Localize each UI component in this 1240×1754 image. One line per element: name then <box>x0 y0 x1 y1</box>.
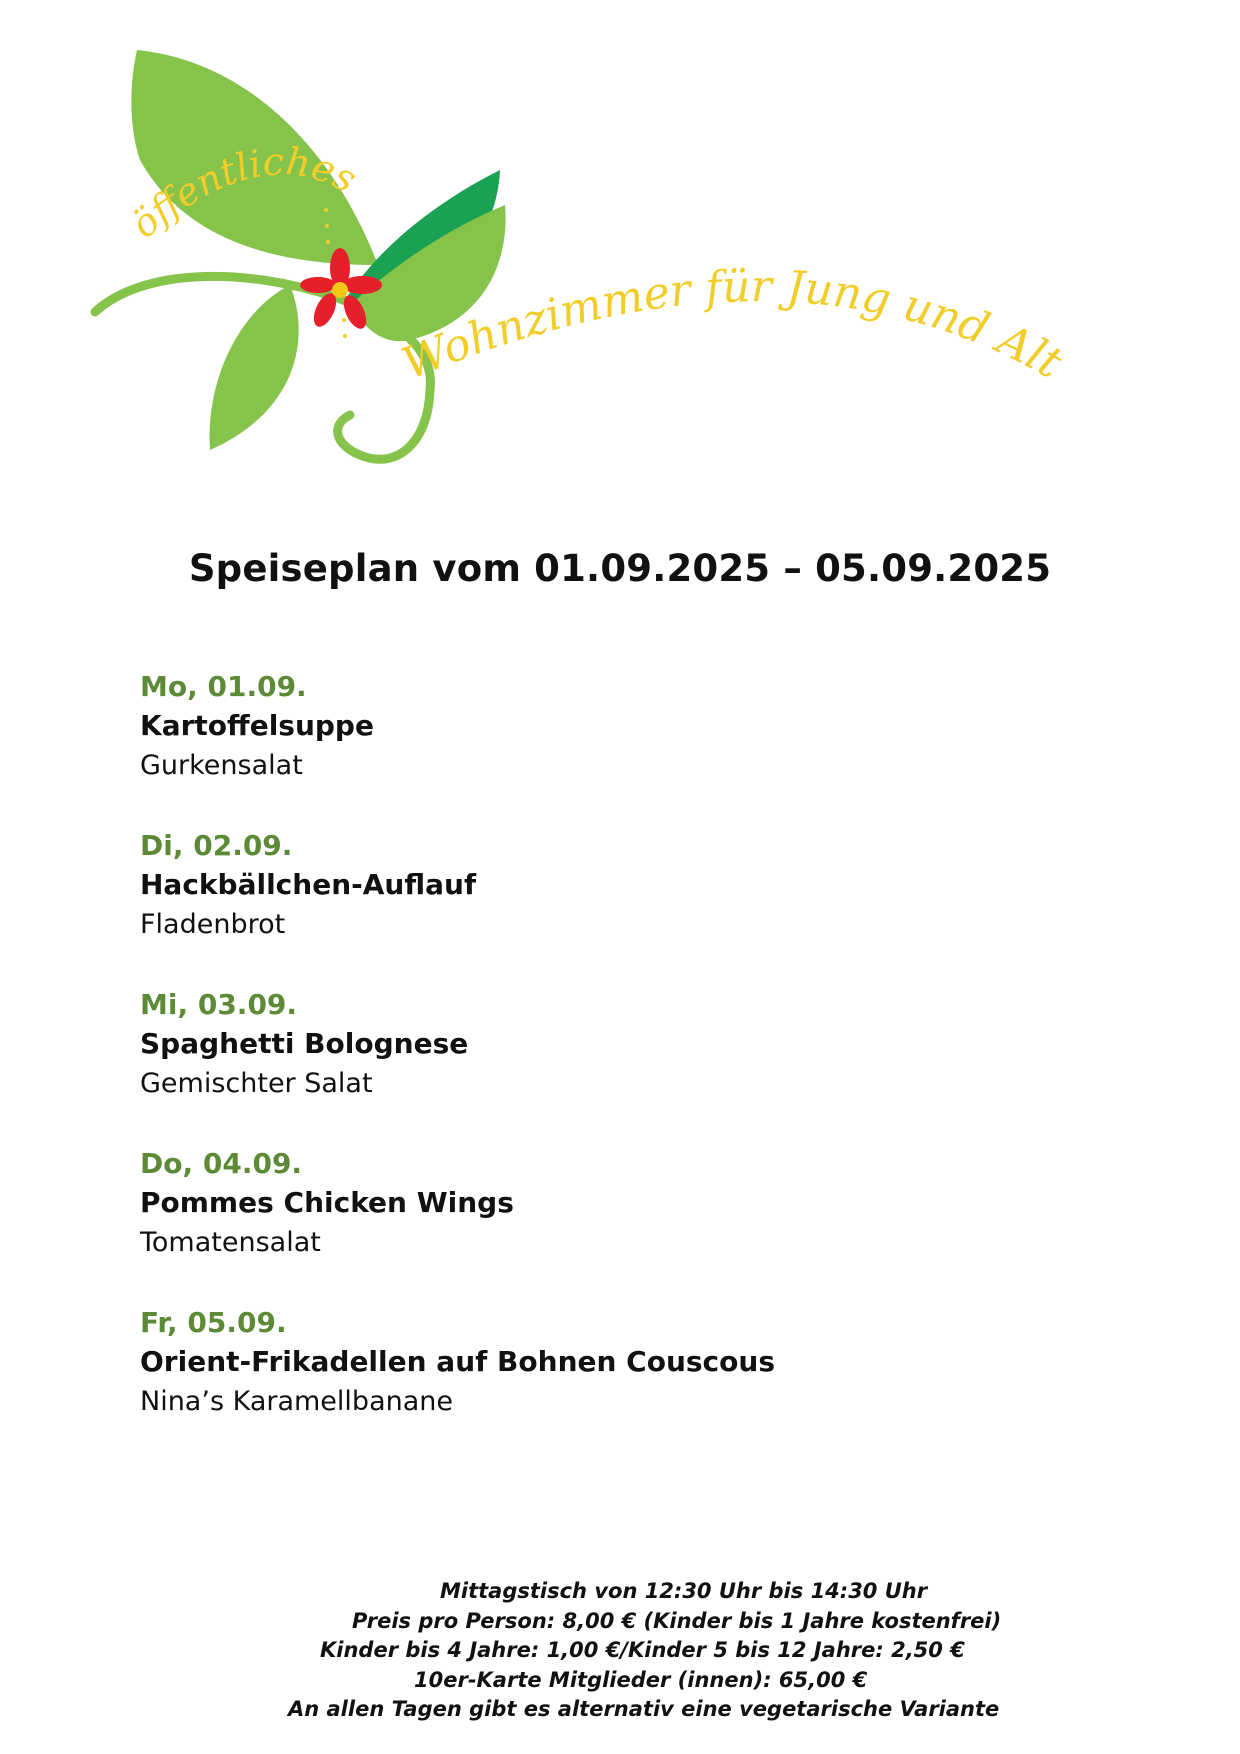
side-dish: Fladenbrot <box>140 909 286 940</box>
menu-list <box>140 668 1140 1463</box>
side-dish: Nina’s Karamellbanane <box>140 1386 453 1417</box>
punch-card-info: 10er-Karte Mitglieder (innen): 65,00 € <box>414 1667 868 1692</box>
page-title: Speiseplan vom 01.09.2025 – 05.09.2025 <box>188 547 1052 590</box>
menu-day <box>140 1145 1140 1304</box>
logo-text-oeffentliches: öffentliches <box>122 139 364 247</box>
menu-day <box>140 668 1140 827</box>
menu-day <box>140 986 1140 1145</box>
menu-day <box>140 827 1140 986</box>
children-price-info: Kinder bis 4 Jahre: 1,00 €/Kinder 5 bis 12 Jahre: 2,50 € <box>320 1638 965 1662</box>
day-label: Di, 02.09. <box>140 829 293 862</box>
price-info: Preis pro Person: 8,00 € (Kinder bis 1 Jahre kostenfrei) <box>352 1608 1002 1633</box>
day-label: Mo, 01.09. <box>140 670 307 703</box>
day-label: Fr, 05.09. <box>140 1306 287 1339</box>
side-dish: Gemischter Salat <box>140 1068 373 1099</box>
side-dish: Tomatensalat <box>140 1227 321 1258</box>
vegetarian-note: An allen Tagen gibt es alternativ eine vegetarische Variante <box>288 1697 1000 1721</box>
menu-day <box>140 1304 1140 1463</box>
day-label: Do, 04.09. <box>140 1147 303 1180</box>
opening-hours: Mittagstisch von 12:30 Uhr bis 14:30 Uhr <box>440 1579 928 1603</box>
day-label: Mi, 03.09. <box>140 988 298 1021</box>
main-dish: Spaghetti Bolognese <box>140 1027 469 1060</box>
main-dish: Hackbällchen-Auflauf <box>140 868 477 901</box>
leaf-bottom <box>210 285 299 450</box>
main-dish: Orient-Frikadellen auf Bohnen Couscous <box>140 1345 775 1378</box>
main-dish: Kartoffelsuppe <box>140 709 374 742</box>
logo <box>90 50 1090 500</box>
info-footer <box>0 1577 1240 1725</box>
main-dish: Pommes Chicken Wings <box>140 1186 514 1219</box>
logo-text-wohnzimmer: Wohnzimmer für Jung und Alt <box>395 261 1071 390</box>
leaf-flower-logo-graphic <box>90 50 1090 500</box>
side-dish: Gurkensalat <box>140 750 303 781</box>
